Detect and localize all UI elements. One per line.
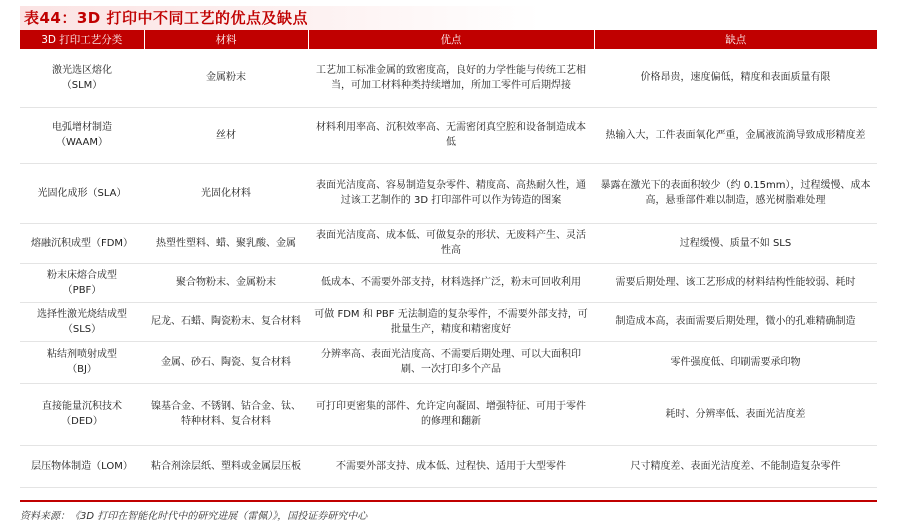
cell-advantages: 低成本、不需要外部支持，材料选择广泛，粉末可回收利用 xyxy=(308,263,594,302)
table-row xyxy=(20,263,877,302)
table-row xyxy=(20,163,877,223)
cell-material: 热塑性塑料、蜡、聚乳酸、金属 xyxy=(144,223,308,263)
cell-advantages: 表面光洁度高、成本低、可做复杂的形状、无废料产生、灵活性高 xyxy=(308,223,594,263)
cell-disadvantages: 价格昂贵，速度偏低，精度和表面质量有限 xyxy=(594,49,877,107)
cell-advantages: 可做 FDM 和 PBF 无法制造的复杂零件，不需要外部支持，可批量生产，精度和精密度好 xyxy=(308,302,594,341)
table-bottom-rule xyxy=(20,500,877,502)
cell-material: 粘合剂涂层纸、塑料或金属层压板 xyxy=(144,445,308,487)
cell-advantages: 分辨率高、表面光洁度高、不需要后期处理、可以大面积印刷、一次打印多个产品 xyxy=(308,341,594,383)
cell-material: 丝材 xyxy=(144,107,308,163)
cell-process: 激光选区熔化 （SLM） xyxy=(20,49,144,107)
cell-advantages: 可打印更密集的部件、允许定向凝固、增强特征、可用于零件的修理和翻新 xyxy=(308,383,594,445)
cell-advantages: 材料利用率高、沉积效率高、无需密闭真空腔和设备制造成本低 xyxy=(308,107,594,163)
cell-advantages: 不需要外部支持、成本低、过程快、适用于大型零件 xyxy=(308,445,594,487)
cell-process: 层压物体制造（LOM） xyxy=(20,445,144,487)
cell-disadvantages: 过程缓慢、质量不如 SLS xyxy=(594,223,877,263)
cell-material: 镍基合金、不锈钢、钴合金、钛、特种材料、复合材料 xyxy=(144,383,308,445)
table-row xyxy=(20,223,877,263)
cell-material: 尼龙、石蜡、陶瓷粉末、复合材料 xyxy=(144,302,308,341)
cell-process: 光固化成形（SLA） xyxy=(20,163,144,223)
cell-process: 粉末床熔合成型 （PBF） xyxy=(20,263,144,302)
header-disadvantages: 缺点 xyxy=(594,30,877,49)
cell-process: 选择性激光烧结成型（SLS） xyxy=(20,302,144,341)
header-row xyxy=(20,30,877,49)
cell-material: 聚合物粉末、金属粉末 xyxy=(144,263,308,302)
cell-disadvantages: 尺寸精度差、表面光洁度差、不能制造复杂零件 xyxy=(594,445,877,487)
cell-advantages: 工艺加工标准金属的致密度高，良好的力学性能与传统工艺相当，可加工材料种类持续增加，所加工零件可后期焊接 xyxy=(308,49,594,107)
cell-material: 金属粉末 xyxy=(144,49,308,107)
cell-disadvantages: 制造成本高，表面需要后期处理，微小的孔难精确制造 xyxy=(594,302,877,341)
table-row xyxy=(20,341,877,383)
cell-disadvantages: 耗时、分辨率低、表面光洁度差 xyxy=(594,383,877,445)
table-row xyxy=(20,107,877,163)
table-row xyxy=(20,302,877,341)
table-row xyxy=(20,49,877,107)
cell-disadvantages: 暴露在激光下的表面积较少（约 0.15mm），过程缓慢、成本高，悬垂部件难以制造，感光树脂难处理 xyxy=(594,163,877,223)
header-material: 材料 xyxy=(144,30,308,49)
cell-disadvantages: 零件强度低、印刷需要承印物 xyxy=(594,341,877,383)
table-title: 表44：3D 打印中不同工艺的优点及缺点 xyxy=(24,9,308,27)
cell-disadvantages: 需要后期处理、该工艺形成的材料结构性能较弱、耗时 xyxy=(594,263,877,302)
header-advantages: 优点 xyxy=(308,30,594,49)
cell-material: 金属、砂石、陶瓷、复合材料 xyxy=(144,341,308,383)
source-note: 资料来源：《3D 打印在智能化时代中的研究进展（雷佩）》，国投证券研究中心 xyxy=(20,511,368,522)
cell-process: 电弧增材制造 （WAAM） xyxy=(20,107,144,163)
cell-process: 直接能量沉积技术 （DED） xyxy=(20,383,144,445)
cell-process: 粘结剂喷射成型 （BJ） xyxy=(20,341,144,383)
cell-advantages: 表面光洁度高、容易制造复杂零件、精度高、高热耐久性，通过该工艺制作的 3D 打印部件可以作为铸造的图案 xyxy=(308,163,594,223)
cell-disadvantages: 热输入大，工件表面氧化严重，金属液流淌导致成形精度差 xyxy=(594,107,877,163)
table-row xyxy=(20,445,877,487)
cell-process: 熔融沉积成型（FDM） xyxy=(20,223,144,263)
table-row xyxy=(20,383,877,445)
process-comparison-table xyxy=(20,30,877,488)
header-process: 3D 打印工艺分类 xyxy=(20,30,144,49)
cell-material: 光固化材料 xyxy=(144,163,308,223)
